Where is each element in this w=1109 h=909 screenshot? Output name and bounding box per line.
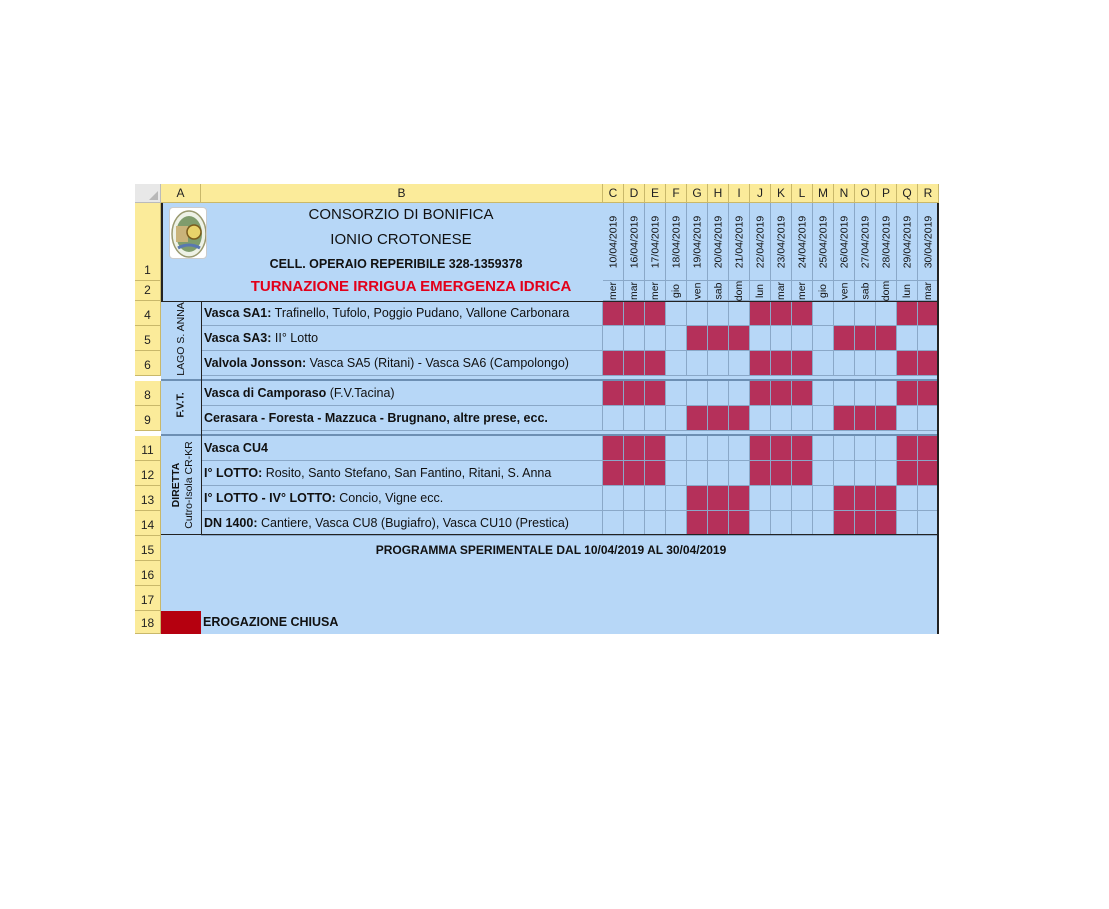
closed-cell[interactable] (708, 326, 729, 351)
closed-cell[interactable] (687, 326, 708, 351)
open-cell[interactable] (708, 381, 729, 406)
open-cell[interactable] (729, 381, 750, 406)
weekday-header: mer (792, 281, 813, 301)
open-cell[interactable] (708, 351, 729, 376)
open-cell[interactable] (666, 326, 687, 351)
group-label-diretta: DIRETTA Cutro-Isola CR-KR (170, 441, 195, 529)
weekday-header: mar (918, 281, 939, 301)
open-cell[interactable] (729, 436, 750, 461)
weekday-header: ven (687, 281, 708, 301)
open-cell[interactable] (771, 511, 792, 536)
closed-cell[interactable] (645, 436, 666, 461)
cell-border (201, 301, 202, 534)
column-header-g[interactable]: G (687, 184, 708, 203)
row-header[interactable]: 8 (135, 381, 161, 406)
open-cell[interactable] (834, 381, 855, 406)
cell-border (161, 534, 939, 535)
open-cell[interactable] (855, 301, 876, 326)
date-header: 10/04/2019 (603, 203, 624, 281)
open-cell[interactable] (813, 486, 834, 511)
open-cell[interactable] (918, 326, 939, 351)
column-header-j[interactable]: J (750, 184, 771, 203)
group-label-fvt: F.V.T. (174, 392, 187, 418)
phone-contact: CELL. OPERAIO REPERIBILE 328-1359378 (269, 257, 523, 271)
row-header[interactable]: 9 (135, 406, 161, 431)
area-label: Vasca SA3: II° Lotto (201, 326, 603, 351)
open-cell[interactable] (813, 511, 834, 536)
open-cell[interactable] (897, 486, 918, 511)
open-cell[interactable] (876, 301, 897, 326)
row-header[interactable]: 4 (135, 301, 161, 326)
open-cell[interactable] (855, 351, 876, 376)
weekday-header: lun (897, 281, 918, 301)
closed-cell[interactable] (855, 406, 876, 431)
closed-cell[interactable] (792, 351, 813, 376)
closed-cell[interactable] (792, 461, 813, 486)
weekday-header: sab (855, 281, 876, 301)
closed-cell[interactable] (603, 461, 624, 486)
closed-cell[interactable] (771, 436, 792, 461)
open-cell[interactable] (687, 381, 708, 406)
open-cell[interactable] (813, 381, 834, 406)
area-label: Vasca CU4 (201, 436, 603, 461)
closed-cell[interactable] (708, 406, 729, 431)
closed-cell[interactable] (918, 436, 939, 461)
cell-border (161, 301, 939, 302)
closed-cell[interactable] (624, 436, 645, 461)
column-header-p[interactable]: P (876, 184, 897, 203)
column-header-a[interactable]: A (161, 184, 201, 203)
closed-cell[interactable] (708, 511, 729, 536)
open-cell[interactable] (645, 326, 666, 351)
open-cell[interactable] (834, 301, 855, 326)
open-cell[interactable] (687, 301, 708, 326)
open-cell[interactable] (666, 351, 687, 376)
closed-cell[interactable] (876, 406, 897, 431)
closed-cell[interactable] (855, 486, 876, 511)
org-line1: CONSORZIO DI BONIFICA (308, 206, 494, 223)
open-cell[interactable] (813, 326, 834, 351)
closed-cell[interactable] (750, 381, 771, 406)
open-cell[interactable] (897, 406, 918, 431)
weekday-header: mer (603, 281, 624, 301)
open-cell[interactable] (645, 511, 666, 536)
group-separator (161, 434, 939, 436)
area-label: Vasca di Camporaso (F.V.Tacina) (201, 381, 603, 406)
column-header-n[interactable]: N (834, 184, 855, 203)
closed-cell[interactable] (897, 301, 918, 326)
row-header[interactable]: 12 (135, 461, 161, 486)
open-cell[interactable] (729, 351, 750, 376)
open-cell[interactable] (918, 511, 939, 536)
date-header: 21/04/2019 (729, 203, 750, 281)
open-cell[interactable] (603, 486, 624, 511)
open-cell[interactable] (834, 351, 855, 376)
area-label: Cerasara - Foresta - Mazzuca - Brugnano, altre prese, ecc. (201, 406, 603, 431)
area-label: Valvola Jonsson: Vasca SA5 (Ritani) - Vasca SA6 (Campolongo) (201, 351, 603, 376)
weekday-header: mer (645, 281, 666, 301)
open-cell[interactable] (771, 406, 792, 431)
open-cell[interactable] (729, 301, 750, 326)
date-header: 20/04/2019 (708, 203, 729, 281)
weekday-header: sab (708, 281, 729, 301)
open-cell[interactable] (792, 326, 813, 351)
column-header-f[interactable]: F (666, 184, 687, 203)
open-cell[interactable] (666, 406, 687, 431)
row-header[interactable]: 5 (135, 326, 161, 351)
closed-cell[interactable] (750, 351, 771, 376)
closed-cell[interactable] (603, 351, 624, 376)
column-header-d[interactable]: D (624, 184, 645, 203)
closed-cell[interactable] (897, 381, 918, 406)
open-cell[interactable] (645, 406, 666, 431)
closed-cell[interactable] (771, 351, 792, 376)
column-header-e[interactable]: E (645, 184, 666, 203)
open-cell[interactable] (666, 436, 687, 461)
open-cell[interactable] (687, 461, 708, 486)
closed-cell[interactable] (834, 486, 855, 511)
open-cell[interactable] (666, 301, 687, 326)
open-cell[interactable] (624, 511, 645, 536)
row-header[interactable]: 16 (135, 561, 161, 586)
closed-cell[interactable] (876, 326, 897, 351)
open-cell[interactable] (750, 511, 771, 536)
closed-cell[interactable] (771, 461, 792, 486)
area-label: I° LOTTO - IV° LOTTO: Concio, Vigne ecc. (201, 486, 603, 511)
open-cell[interactable] (708, 436, 729, 461)
open-cell[interactable] (855, 461, 876, 486)
open-cell[interactable] (729, 461, 750, 486)
date-header: 19/04/2019 (687, 203, 708, 281)
row-header[interactable]: 14 (135, 511, 161, 536)
closed-cell[interactable] (687, 486, 708, 511)
closed-cell[interactable] (792, 381, 813, 406)
open-cell[interactable] (708, 301, 729, 326)
closed-cell[interactable] (897, 436, 918, 461)
open-cell[interactable] (750, 486, 771, 511)
open-cell[interactable] (708, 461, 729, 486)
closed-cell[interactable] (624, 301, 645, 326)
closed-cell[interactable] (855, 511, 876, 536)
open-cell[interactable] (897, 511, 918, 536)
date-header: 16/04/2019 (624, 203, 645, 281)
date-header: 29/04/2019 (897, 203, 918, 281)
closed-cell[interactable] (603, 301, 624, 326)
date-header: 30/04/2019 (918, 203, 939, 281)
column-header-h[interactable]: H (708, 184, 729, 203)
column-header-q[interactable]: Q (897, 184, 918, 203)
closed-cell[interactable] (750, 301, 771, 326)
closed-cell[interactable] (918, 301, 939, 326)
row-header[interactable]: 13 (135, 486, 161, 511)
closed-cell[interactable] (624, 351, 645, 376)
closed-cell[interactable] (897, 461, 918, 486)
open-cell[interactable] (771, 326, 792, 351)
row-header[interactable]: 2 (135, 281, 161, 301)
open-cell[interactable] (666, 381, 687, 406)
open-cell[interactable] (792, 406, 813, 431)
area-label: Vasca SA1: Trafinello, Tufolo, Poggio Pudano, Vallone Carbonara (201, 301, 603, 326)
closed-cell[interactable] (603, 436, 624, 461)
column-header-o[interactable]: O (855, 184, 876, 203)
open-cell[interactable] (855, 436, 876, 461)
closed-cell[interactable] (918, 351, 939, 376)
weekday-header: lun (750, 281, 771, 301)
weekday-header: mar (624, 281, 645, 301)
date-header: 26/04/2019 (834, 203, 855, 281)
column-header-i[interactable]: I (729, 184, 750, 203)
date-header: 28/04/2019 (876, 203, 897, 281)
row-header[interactable]: 15 (135, 536, 161, 561)
closed-cell[interactable] (834, 511, 855, 536)
spreadsheet (135, 184, 939, 634)
column-header-b[interactable]: B (201, 184, 603, 203)
closed-cell[interactable] (897, 351, 918, 376)
open-cell[interactable] (603, 511, 624, 536)
open-cell[interactable] (687, 351, 708, 376)
open-cell[interactable] (834, 461, 855, 486)
weekday-header: gio (666, 281, 687, 301)
closed-cell[interactable] (876, 511, 897, 536)
closed-cell[interactable] (729, 486, 750, 511)
open-cell[interactable] (750, 326, 771, 351)
area-label: DN 1400: Cantiere, Vasca CU8 (Bugiafro), Vasca CU10 (Prestica) (201, 511, 603, 536)
row-header[interactable]: 18 (135, 611, 161, 634)
open-cell[interactable] (687, 436, 708, 461)
open-cell[interactable] (876, 436, 897, 461)
open-cell[interactable] (645, 486, 666, 511)
closed-cell[interactable] (771, 381, 792, 406)
closed-cell[interactable] (855, 326, 876, 351)
weekday-header: mar (771, 281, 792, 301)
open-cell[interactable] (624, 326, 645, 351)
weekday-header: dom (876, 281, 897, 301)
column-header-m[interactable]: M (813, 184, 834, 203)
open-cell[interactable] (897, 326, 918, 351)
open-cell[interactable] (624, 406, 645, 431)
row-header[interactable]: 6 (135, 351, 161, 376)
closed-cell[interactable] (750, 461, 771, 486)
open-cell[interactable] (813, 351, 834, 376)
closed-cell[interactable] (708, 486, 729, 511)
date-header: 18/04/2019 (666, 203, 687, 281)
program-note: PROGRAMMA SPERIMENTALE DAL 10/04/2019 AL 30/04/2019 (375, 543, 727, 557)
open-cell[interactable] (813, 301, 834, 326)
column-header-l[interactable]: L (792, 184, 813, 203)
weekday-header: gio (813, 281, 834, 301)
open-cell[interactable] (813, 461, 834, 486)
cell-border (161, 203, 163, 301)
open-cell[interactable] (876, 381, 897, 406)
open-cell[interactable] (792, 511, 813, 536)
open-cell[interactable] (666, 461, 687, 486)
closed-cell[interactable] (729, 406, 750, 431)
closed-cell[interactable] (603, 381, 624, 406)
select-all-corner[interactable] (135, 184, 161, 203)
date-header: 23/04/2019 (771, 203, 792, 281)
open-cell[interactable] (855, 381, 876, 406)
closed-cell[interactable] (834, 326, 855, 351)
open-cell[interactable] (876, 351, 897, 376)
closed-cell[interactable] (729, 511, 750, 536)
closed-cell[interactable] (687, 406, 708, 431)
closed-cell[interactable] (624, 381, 645, 406)
closed-cell[interactable] (771, 301, 792, 326)
closed-cell[interactable] (645, 461, 666, 486)
org-line2: IONIO CROTONESE (330, 231, 472, 248)
legend-swatch (161, 611, 201, 634)
open-cell[interactable] (813, 436, 834, 461)
open-cell[interactable] (876, 461, 897, 486)
closed-cell[interactable] (645, 351, 666, 376)
closed-cell[interactable] (750, 436, 771, 461)
weekday-header: dom (729, 281, 750, 301)
column-header-r[interactable]: R (918, 184, 939, 203)
row-header[interactable]: 11 (135, 436, 161, 461)
open-cell[interactable] (918, 486, 939, 511)
closed-cell[interactable] (687, 511, 708, 536)
closed-cell[interactable] (918, 461, 939, 486)
closed-cell[interactable] (624, 461, 645, 486)
open-cell[interactable] (624, 486, 645, 511)
closed-cell[interactable] (876, 486, 897, 511)
date-header: 24/04/2019 (792, 203, 813, 281)
cell-border (937, 203, 939, 634)
closed-cell[interactable] (729, 326, 750, 351)
schedule-title: TURNAZIONE IRRIGUA EMERGENZA IDRICA (250, 278, 572, 295)
open-cell[interactable] (918, 406, 939, 431)
open-cell[interactable] (834, 436, 855, 461)
open-cell[interactable] (771, 486, 792, 511)
column-header-k[interactable]: K (771, 184, 792, 203)
date-header: 22/04/2019 (750, 203, 771, 281)
closed-cell[interactable] (918, 381, 939, 406)
closed-cell[interactable] (645, 381, 666, 406)
closed-cell[interactable] (645, 301, 666, 326)
open-cell[interactable] (603, 326, 624, 351)
column-header-c[interactable]: C (603, 184, 624, 203)
row-header[interactable]: 17 (135, 586, 161, 611)
closed-cell[interactable] (834, 406, 855, 431)
area-label: I° LOTTO: Rosito, Santo Stefano, San Fantino, Ritani, S. Anna (201, 461, 603, 486)
row-header[interactable]: 1 (135, 203, 161, 281)
open-cell[interactable] (750, 406, 771, 431)
group-separator (161, 379, 939, 381)
closed-cell[interactable] (792, 436, 813, 461)
weekday-header: ven (834, 281, 855, 301)
legend-label: EROGAZIONE CHIUSA (203, 615, 339, 629)
date-header: 25/04/2019 (813, 203, 834, 281)
date-header: 27/04/2019 (855, 203, 876, 281)
open-cell[interactable] (792, 486, 813, 511)
open-cell[interactable] (666, 511, 687, 536)
sheet-body (161, 203, 939, 634)
closed-cell[interactable] (792, 301, 813, 326)
group-label-lago: LAGO S. ANNA (175, 301, 187, 376)
open-cell[interactable] (813, 406, 834, 431)
open-cell[interactable] (603, 406, 624, 431)
date-header: 17/04/2019 (645, 203, 666, 281)
open-cell[interactable] (666, 486, 687, 511)
